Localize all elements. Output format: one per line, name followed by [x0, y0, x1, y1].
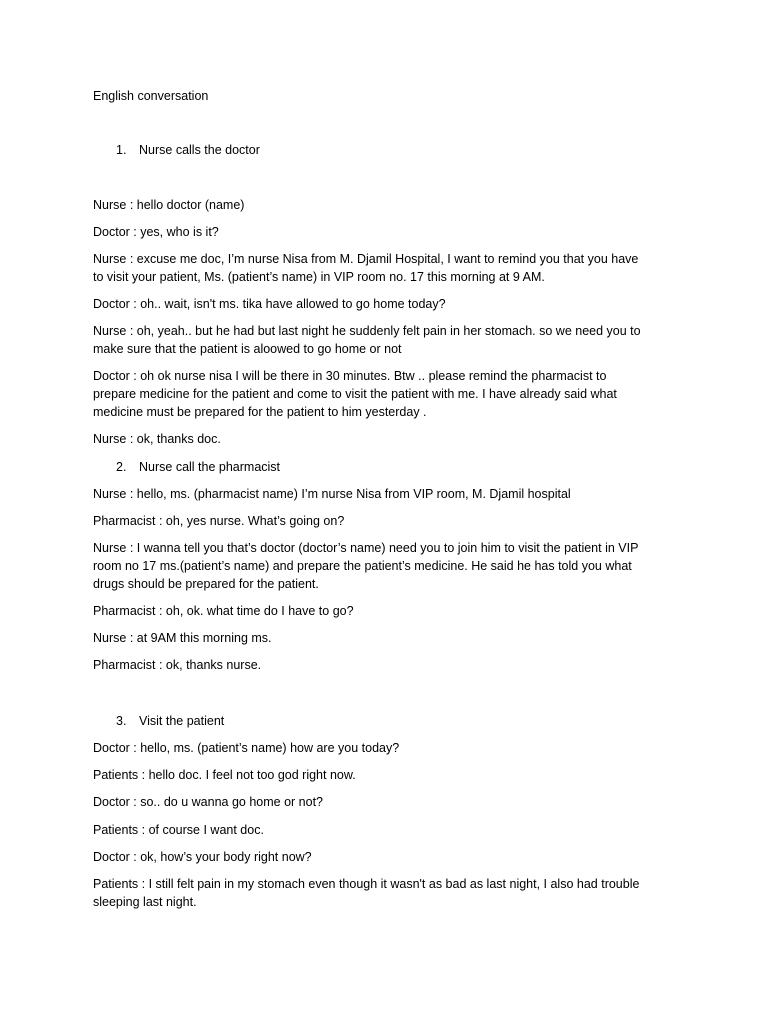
document-title: English conversation [93, 89, 209, 103]
dialogue-paragraph [93, 875, 671, 911]
dialogue-line: prepare medicine for the patient and come to visit the patient with me. I have already said what [93, 387, 617, 401]
section-number: 1. [116, 143, 127, 157]
dialogue-line: medicine must be prepared for the patient to him yesterday . [93, 405, 427, 419]
dialogue-line: Doctor : hello, ms. (patient’s name) how are you today? [93, 741, 400, 755]
dialogue-line: Doctor : oh.. wait, isn't ms. tika have allowed to go home today? [93, 297, 446, 311]
dialogue-line: Patients : I still felt pain in my stomach even though it wasn't as bad as last night, I also had trouble [93, 877, 640, 891]
section-number: 3. [116, 714, 127, 728]
dialogue-line: Nurse : hello doctor (name) [93, 198, 245, 212]
section-title: Nurse calls the doctor [139, 143, 260, 157]
dialogue-line: Pharmacist : ok, thanks nurse. [93, 658, 262, 672]
dialogue-line: Patients : hello doc. I feel not too god right now. [93, 768, 356, 782]
section-title: Nurse call the pharmacist [139, 460, 281, 474]
dialogue-paragraph [93, 367, 671, 421]
dialogue-line: sleeping last night. [93, 895, 197, 909]
dialogue-line: Doctor : so.. do u wanna go home or not? [93, 795, 323, 809]
dialogue-line: drugs should be prepared for the patient. [93, 577, 319, 591]
dialogue-line: Nurse : excuse me doc, I’m nurse Nisa from M. Djamil Hospital, I want to remind you that you have [93, 252, 639, 266]
dialogue-line: to visit your patient, Ms. (patient’s name) in VIP room no. 17 this morning at 9 AM. [93, 270, 545, 284]
dialogue-line: Patients : of course I want doc. [93, 823, 264, 837]
dialogue-paragraph [93, 250, 671, 286]
dialogue-line: Nurse : at 9AM this morning ms. [93, 631, 272, 645]
section-number: 2. [116, 460, 127, 474]
dialogue-paragraph [93, 539, 671, 593]
dialogue-line: Nurse : ok, thanks doc. [93, 432, 221, 446]
dialogue-line: Pharmacist : oh, ok. what time do I have to go? [93, 604, 354, 618]
dialogue-line: Pharmacist : oh, yes nurse. What’s going on? [93, 514, 345, 528]
dialogue-line: Doctor : ok, how’s your body right now? [93, 850, 312, 864]
section-title: Visit the patient [139, 714, 225, 728]
dialogue-line: room no 17 ms.(patient’s name) and prepare the patient’s medicine. He said he has told you what [93, 559, 632, 573]
dialogue-line: Doctor : oh ok nurse nisa I will be there in 30 minutes. Btw .. please remind the pharmacist to [93, 369, 607, 383]
dialogue-line: Nurse : hello, ms. (pharmacist name) I’m nurse Nisa from VIP room, M. Djamil hospital [93, 487, 571, 501]
dialogue-line: Doctor : yes, who is it? [93, 225, 219, 239]
dialogue-line: make sure that the patient is aloowed to go home or not [93, 342, 402, 356]
dialogue-line: Nurse : I wanna tell you that’s doctor (doctor’s name) need you to join him to visit the patient in VIP [93, 541, 639, 555]
dialogue-paragraph [93, 322, 671, 358]
dialogue-line: Nurse : oh, yeah.. but he had but last night he suddenly felt pain in her stomach. so we need you to [93, 324, 641, 338]
